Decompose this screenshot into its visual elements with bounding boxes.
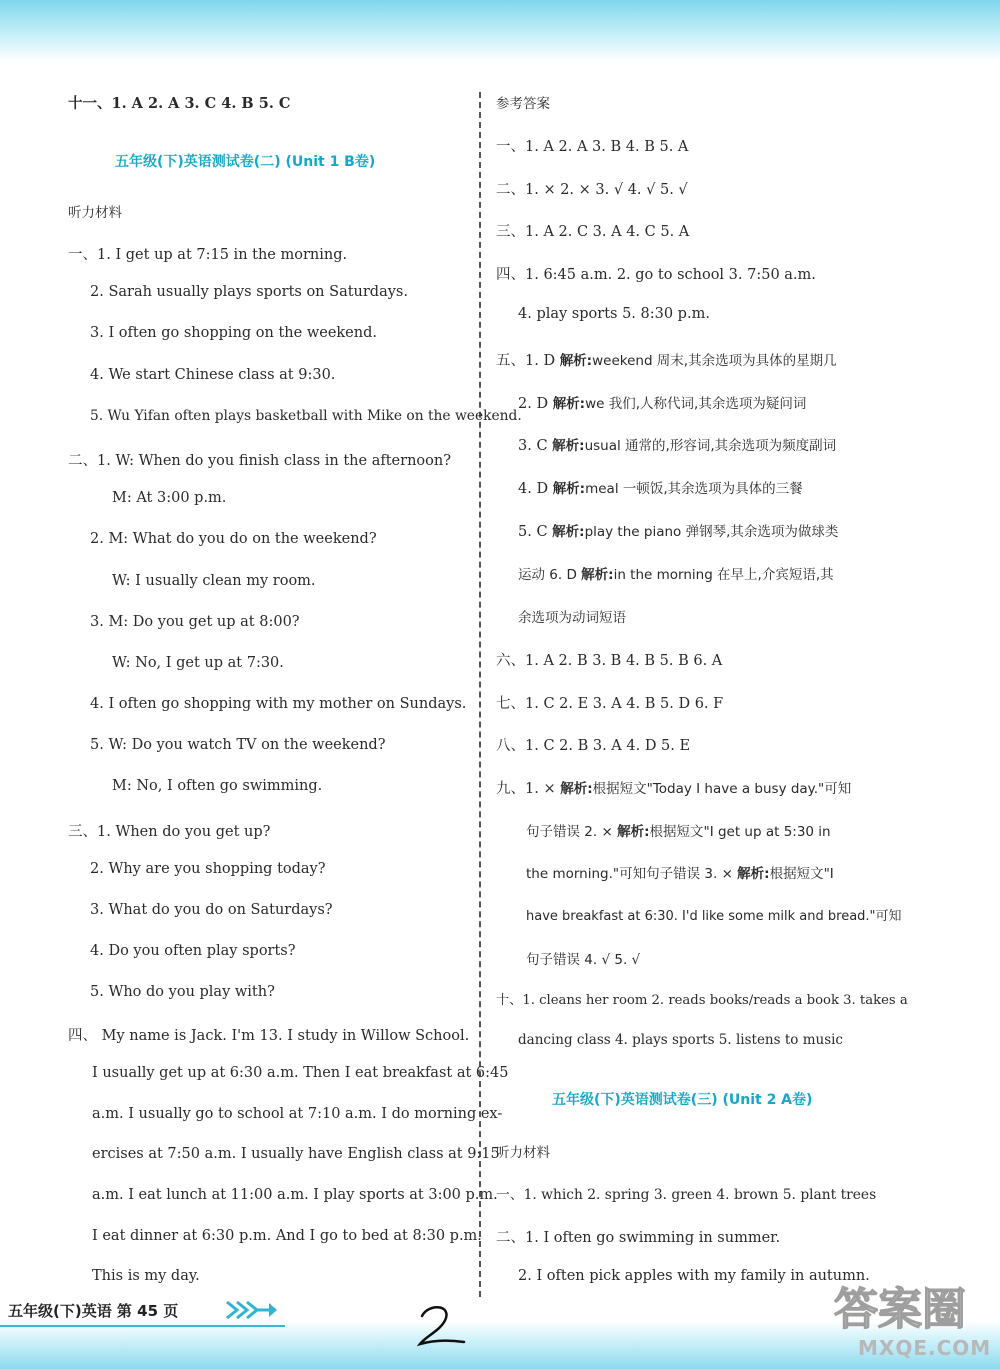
script-line: 5. Who do you play with? [90,984,275,1000]
test-title: 五年级(下)英语测试卷(二) (Unit 1 B卷) [115,154,376,170]
analysis-text: play the piano 弹钢琴,其余选项为做球类 [584,524,839,540]
script-line: 2. I often pick apples with my family in autumn. [518,1268,870,1284]
analysis-label: 解析: [737,866,770,882]
answer-number: 4. D [518,481,553,497]
answer-number: 九、1. × [496,781,561,797]
script-line: 4. We start Chinese class at 9:30. [90,367,336,383]
answer-line-analysis [526,862,834,882]
script-line: 3. What do you do on Saturdays? [90,902,333,918]
answer-line-analysis [518,392,806,412]
listening-heading-2: 听力材料 [496,1145,550,1161]
answer-number: the morning."可知句子错误 3. × [526,866,738,882]
analysis-label: 解析: [552,438,585,454]
analysis-label: 解析: [617,824,650,840]
analysis-label: 解析: [560,781,593,797]
answers-heading: 参考答案 [496,96,550,112]
passage-line: ercises at 7:50 a.m. I usually have English class at 9:15 [92,1146,500,1162]
answer-line-analysis [518,434,836,454]
analysis-text: weekend 周末,其余选项为具体的星期几 [592,353,837,369]
answer-number: 5. C [518,524,553,540]
answer-line-analysis [518,520,838,540]
analysis-text: 根据短文"Today I have a busy day."可知 [592,781,852,797]
analysis-text: in the morning 在早上,介宾短语,其 [613,567,834,583]
answer-line-analysis [496,349,837,370]
passage-line: a.m. I usually go to school at 7:10 a.m. I do morning ex- [92,1106,503,1122]
passage-line: I eat dinner at 6:30 p.m. And I go to bed at 8:30 p.m. [92,1228,482,1244]
script-line: 4. I often go shopping with my mother on Sundays. [90,696,467,712]
passage-line: 四、 My name is Jack. I'm 13. I study in Willow School. [68,1028,470,1044]
page-footer-label: 五年级(下)英语 第 45 页 [8,1302,179,1320]
script-line: W: I usually clean my room. [112,573,316,589]
analysis-text: usual 通常的,形容词,其余选项为频度副词 [584,438,837,454]
answer-line: dancing class 4. plays sports 5. listens to music [518,1032,843,1048]
analysis-text: we 我们,人称代词,其余选项为疑问词 [585,396,807,412]
answer-line-11: 十一、1. A 2. A 3. C 4. B 5. C [68,95,291,112]
answer-number: 3. C [518,438,553,454]
script-line: 2. M: What do you do on the weekend? [90,531,377,547]
script-line: M: At 3:00 p.m. [112,490,227,506]
test-title-3: 五年级(下)英语测试卷(三) (Unit 2 A卷) [552,1092,813,1108]
answer-line-analysis [518,563,834,583]
handwritten-number-2 [410,1302,470,1352]
footer-underline [0,1325,285,1327]
answer-line: 二、1. × 2. × 3. √ 4. √ 5. √ [496,182,688,198]
script-line: 5. Wu Yifan often plays basketball with Mike on the weekend. [90,408,522,424]
answer-line-analysis [526,820,831,840]
analysis-label: 解析: [552,524,585,540]
answer-line: 六、1. A 2. B 3. B 4. B 5. B 6. A [496,653,723,669]
answer-line: 句子错误 4. √ 5. √ [526,952,641,968]
answer-line: 八、1. C 2. B 3. A 4. D 5. E [496,738,691,754]
script-line: 一、1. I get up at 7:15 in the morning. [68,247,348,263]
answer-line: 三、1. A 2. C 3. A 4. C 5. A [496,224,690,240]
answer-line: 四、1. 6:45 a.m. 2. go to school 3. 7:50 a.m. [496,267,816,283]
analysis-text: 根据短文"I [769,866,834,882]
watermark-url: MXQE.COM [858,1336,992,1360]
passage-line: a.m. I eat lunch at 11:00 a.m. I play sports at 3:00 p.m. [92,1187,498,1203]
answer-line: 十、1. cleans her room 2. reads books/reads a book 3. takes a [496,993,908,1008]
passage-line: I usually get up at 6:30 a.m. Then I eat breakfast at 6:45 [92,1065,509,1081]
script-line: 2. Why are you shopping today? [90,861,326,877]
answer-line: 七、1. C 2. E 3. A 4. B 5. D 6. F [496,696,724,712]
analysis-label: 解析: [581,567,614,583]
top-decorative-band [0,0,1000,62]
answer-number: 五、1. D [496,353,560,369]
answer-line: 余选项为动词短语 [518,610,626,626]
script-line: 4. Do you often play sports? [90,943,296,959]
answer-line-analysis [518,477,803,497]
listening-heading: 听力材料 [68,205,122,221]
svg-text:答案圈: 答案圈 [834,1284,966,1335]
script-line: 2. Sarah usually plays sports on Saturdays. [90,284,408,300]
script-line: 一、1. which 2. spring 3. green 4. brown 5. plant trees [496,1187,877,1203]
analysis-label: 解析: [552,396,586,412]
answer-number: 2. D [518,396,553,412]
arrows-icon [225,1298,277,1322]
answer-line-analysis [496,777,851,798]
analysis-label: 解析: [552,481,586,497]
script-line: 3. I often go shopping on the weekend. [90,325,377,341]
analysis-text: meal 一顿饭,其余选项为具体的三餐 [585,481,803,497]
answer-line: 4. play sports 5. 8:30 p.m. [518,306,710,322]
answer-line: have breakfast at 6:30. I'd like some milk and bread."可知 [526,909,902,924]
script-line: 5. W: Do you watch TV on the weekend? [90,737,386,753]
answer-number: 句子错误 2. × [526,824,618,840]
answer-line: 一、1. A 2. A 3. B 4. B 5. A [496,139,689,155]
passage-line: This is my day. [92,1268,200,1284]
analysis-label: 解析: [559,353,593,369]
analysis-text: 根据短文"I get up at 5:30 in [649,824,831,840]
script-line: W: No, I get up at 7:30. [112,655,284,671]
answer-number: 运动 6. D [518,567,582,583]
script-line: 二、1. I often go swimming in summer. [496,1230,781,1246]
script-line: M: No, I often go swimming. [112,778,323,794]
script-line: 3. M: Do you get up at 8:00? [90,614,300,630]
script-line: 三、1. When do you get up? [68,824,271,840]
script-line: 二、1. W: When do you finish class in the afternoon? [68,453,451,469]
